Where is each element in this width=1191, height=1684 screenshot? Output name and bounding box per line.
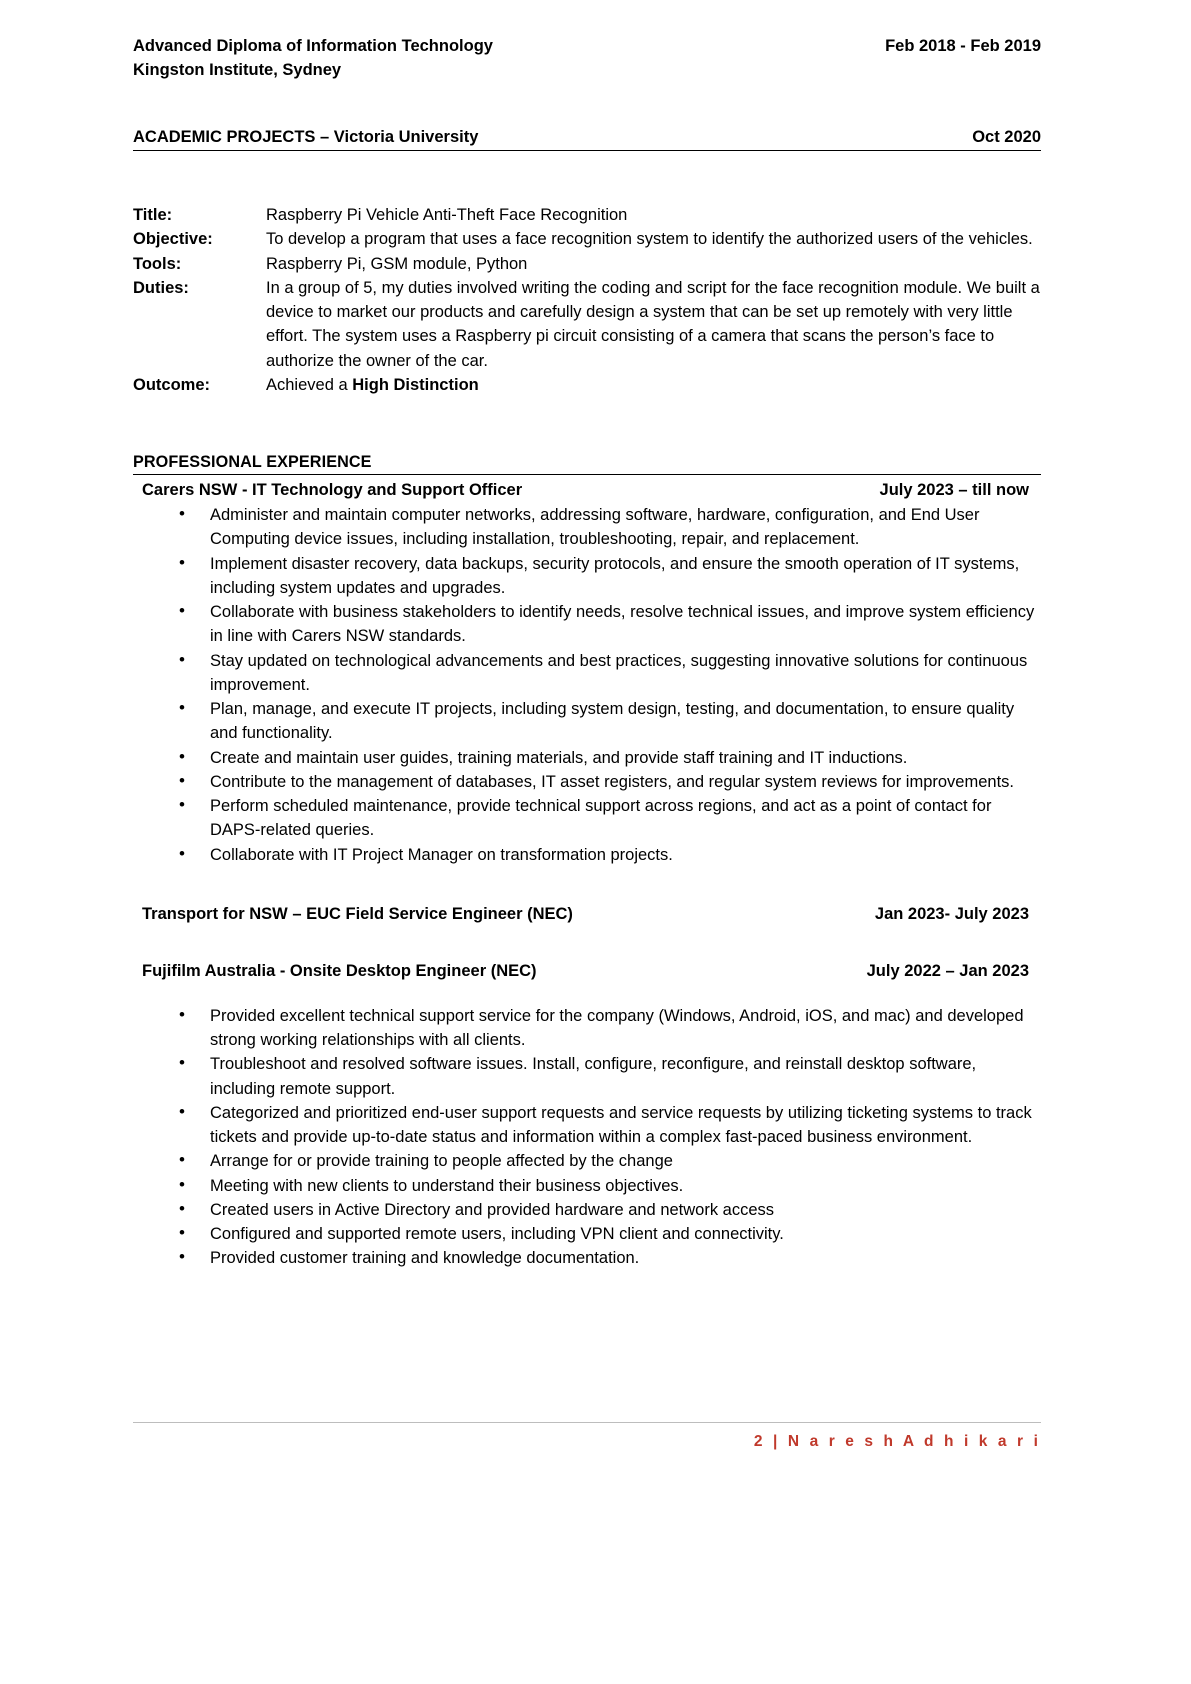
spacer	[133, 981, 1041, 1001]
academic-projects-heading	[133, 128, 1041, 151]
education-dates: Feb 2018 - Feb 2019	[885, 37, 1041, 55]
project-field-label: Tools:	[133, 254, 182, 273]
list-item: • Meeting with new clients to understand their business objectives.	[133, 1174, 1041, 1198]
footer-page-label: 2 | N a r e s h A d h i k a r i	[753, 1433, 1041, 1450]
project-outcome-label: Outcome:	[133, 375, 211, 394]
project-outcome-row	[133, 373, 1041, 397]
project-field-row	[133, 203, 1041, 227]
job-title: Carers NSW - IT Technology and Support Officer	[142, 481, 523, 500]
academic-projects-date: Oct 2020	[972, 128, 1041, 147]
page-footer	[133, 1422, 1041, 1451]
job-title: Transport for NSW – EUC Field Service Engineer (NEC)	[142, 904, 573, 923]
education-institution: Kingston Institute, Sydney	[133, 61, 342, 80]
outcome-text: Achieved a	[266, 375, 353, 394]
project-field-label: Title:	[133, 206, 173, 225]
list-item: • Implement disaster recovery, data backups, security protocols, and ensure the smooth operation of IT systems, including system updates and upgrades.	[133, 552, 1041, 601]
project-field-row	[133, 252, 1041, 276]
list-item: • Provided excellent technical support service for the company (Windows, Android, iOS, and mac) and developed strong working relationships with all clients.	[133, 1004, 1041, 1053]
list-item: • Created users in Active Directory and provided hardware and network access	[133, 1198, 1041, 1222]
project-field-value: To develop a program that uses a face recognition system to identify the authorized users of the vehicles.	[266, 230, 1033, 249]
outcome-highlight: High Distinction	[352, 375, 479, 394]
list-item: • Contribute to the management of databases, IT asset registers, and regular system reviews for improvements.	[133, 770, 1041, 794]
project-field-row	[133, 227, 1041, 251]
list-item: • Perform scheduled maintenance, provide technical support across regions, and act as a point of contact for DAPS-related queries.	[133, 794, 1041, 843]
project-field-value: Raspberry Pi, GSM module, Python	[266, 254, 528, 273]
job-duties-list	[133, 503, 1041, 867]
list-item: • Provided customer training and knowledge documentation.	[133, 1246, 1041, 1270]
job-heading	[133, 962, 1041, 981]
job-duties-list	[133, 1004, 1041, 1271]
education-degree-line	[133, 34, 1041, 58]
list-item: • Troubleshoot and resolved software issues. Install, configure, reconfigure, and reinstall desktop software, including remote support.	[133, 1052, 1041, 1101]
list-item: • Create and maintain user guides, training materials, and provide staff training and IT inductions.	[133, 746, 1041, 770]
project-field-value: In a group of 5, my duties involved writing the coding and script for the face recognition module. We built a device to market our products and carefully design a system that can be set up remotely with very little effort. The system uses a Raspberry pi circuit consisting of a camera that scans the person’s face to authorize the owner of the car.	[266, 278, 1040, 370]
list-item: • Administer and maintain computer networks, addressing software, hardware, configuration, and End User Computing device issues, including installation, troubleshooting, repair, and replacement.	[133, 503, 1041, 552]
job-dates: Jan 2023- July 2023	[874, 904, 1029, 923]
project-field-value: Raspberry Pi Vehicle Anti-Theft Face Recognition	[266, 206, 628, 225]
education-institution-line	[133, 58, 1041, 82]
list-item: • Categorized and prioritized end-user support requests and service requests by utilizing ticketing systems to track tickets and provide up-to-date status and information within a complex fast-paced business environment.	[133, 1101, 1041, 1150]
list-item: • Plan, manage, and execute IT projects, including system design, testing, and documentation, to ensure quality and functionality.	[133, 697, 1041, 746]
list-item: • Collaborate with IT Project Manager on transformation projects.	[133, 843, 1041, 867]
academic-project-details	[133, 203, 1041, 397]
project-field-label: Duties:	[133, 278, 189, 297]
list-item: • Configured and supported remote users, including VPN client and connectivity.	[133, 1222, 1041, 1246]
list-item: • Stay updated on technological advancements and best practices, suggesting innovative solutions for continuous improvement.	[133, 649, 1041, 698]
job-heading	[133, 905, 1041, 924]
project-field-row	[133, 276, 1041, 373]
academic-projects-title: ACADEMIC PROJECTS – Victoria University	[133, 128, 479, 147]
project-field-label: Objective:	[133, 230, 213, 249]
education-degree: Advanced Diploma of Information Technology	[133, 37, 493, 55]
list-item: • Collaborate with business stakeholders to identify needs, resolve technical issues, and improve system efficiency in line with Carers NSW standards.	[133, 600, 1041, 649]
education-entry	[133, 34, 1041, 82]
job-dates: July 2022 – Jan 2023	[866, 961, 1029, 980]
professional-experience-heading: PROFESSIONAL EXPERIENCE	[133, 453, 1041, 475]
list-item: • Arrange for or provide training to people affected by the change	[133, 1149, 1041, 1173]
footer-divider	[133, 1422, 1041, 1423]
job-title: Fujifilm Australia - Onsite Desktop Engineer (NEC)	[142, 961, 537, 980]
job-heading	[133, 481, 1041, 500]
project-outcome-value	[266, 373, 1041, 397]
job-dates: July 2023 – till now	[879, 481, 1029, 500]
